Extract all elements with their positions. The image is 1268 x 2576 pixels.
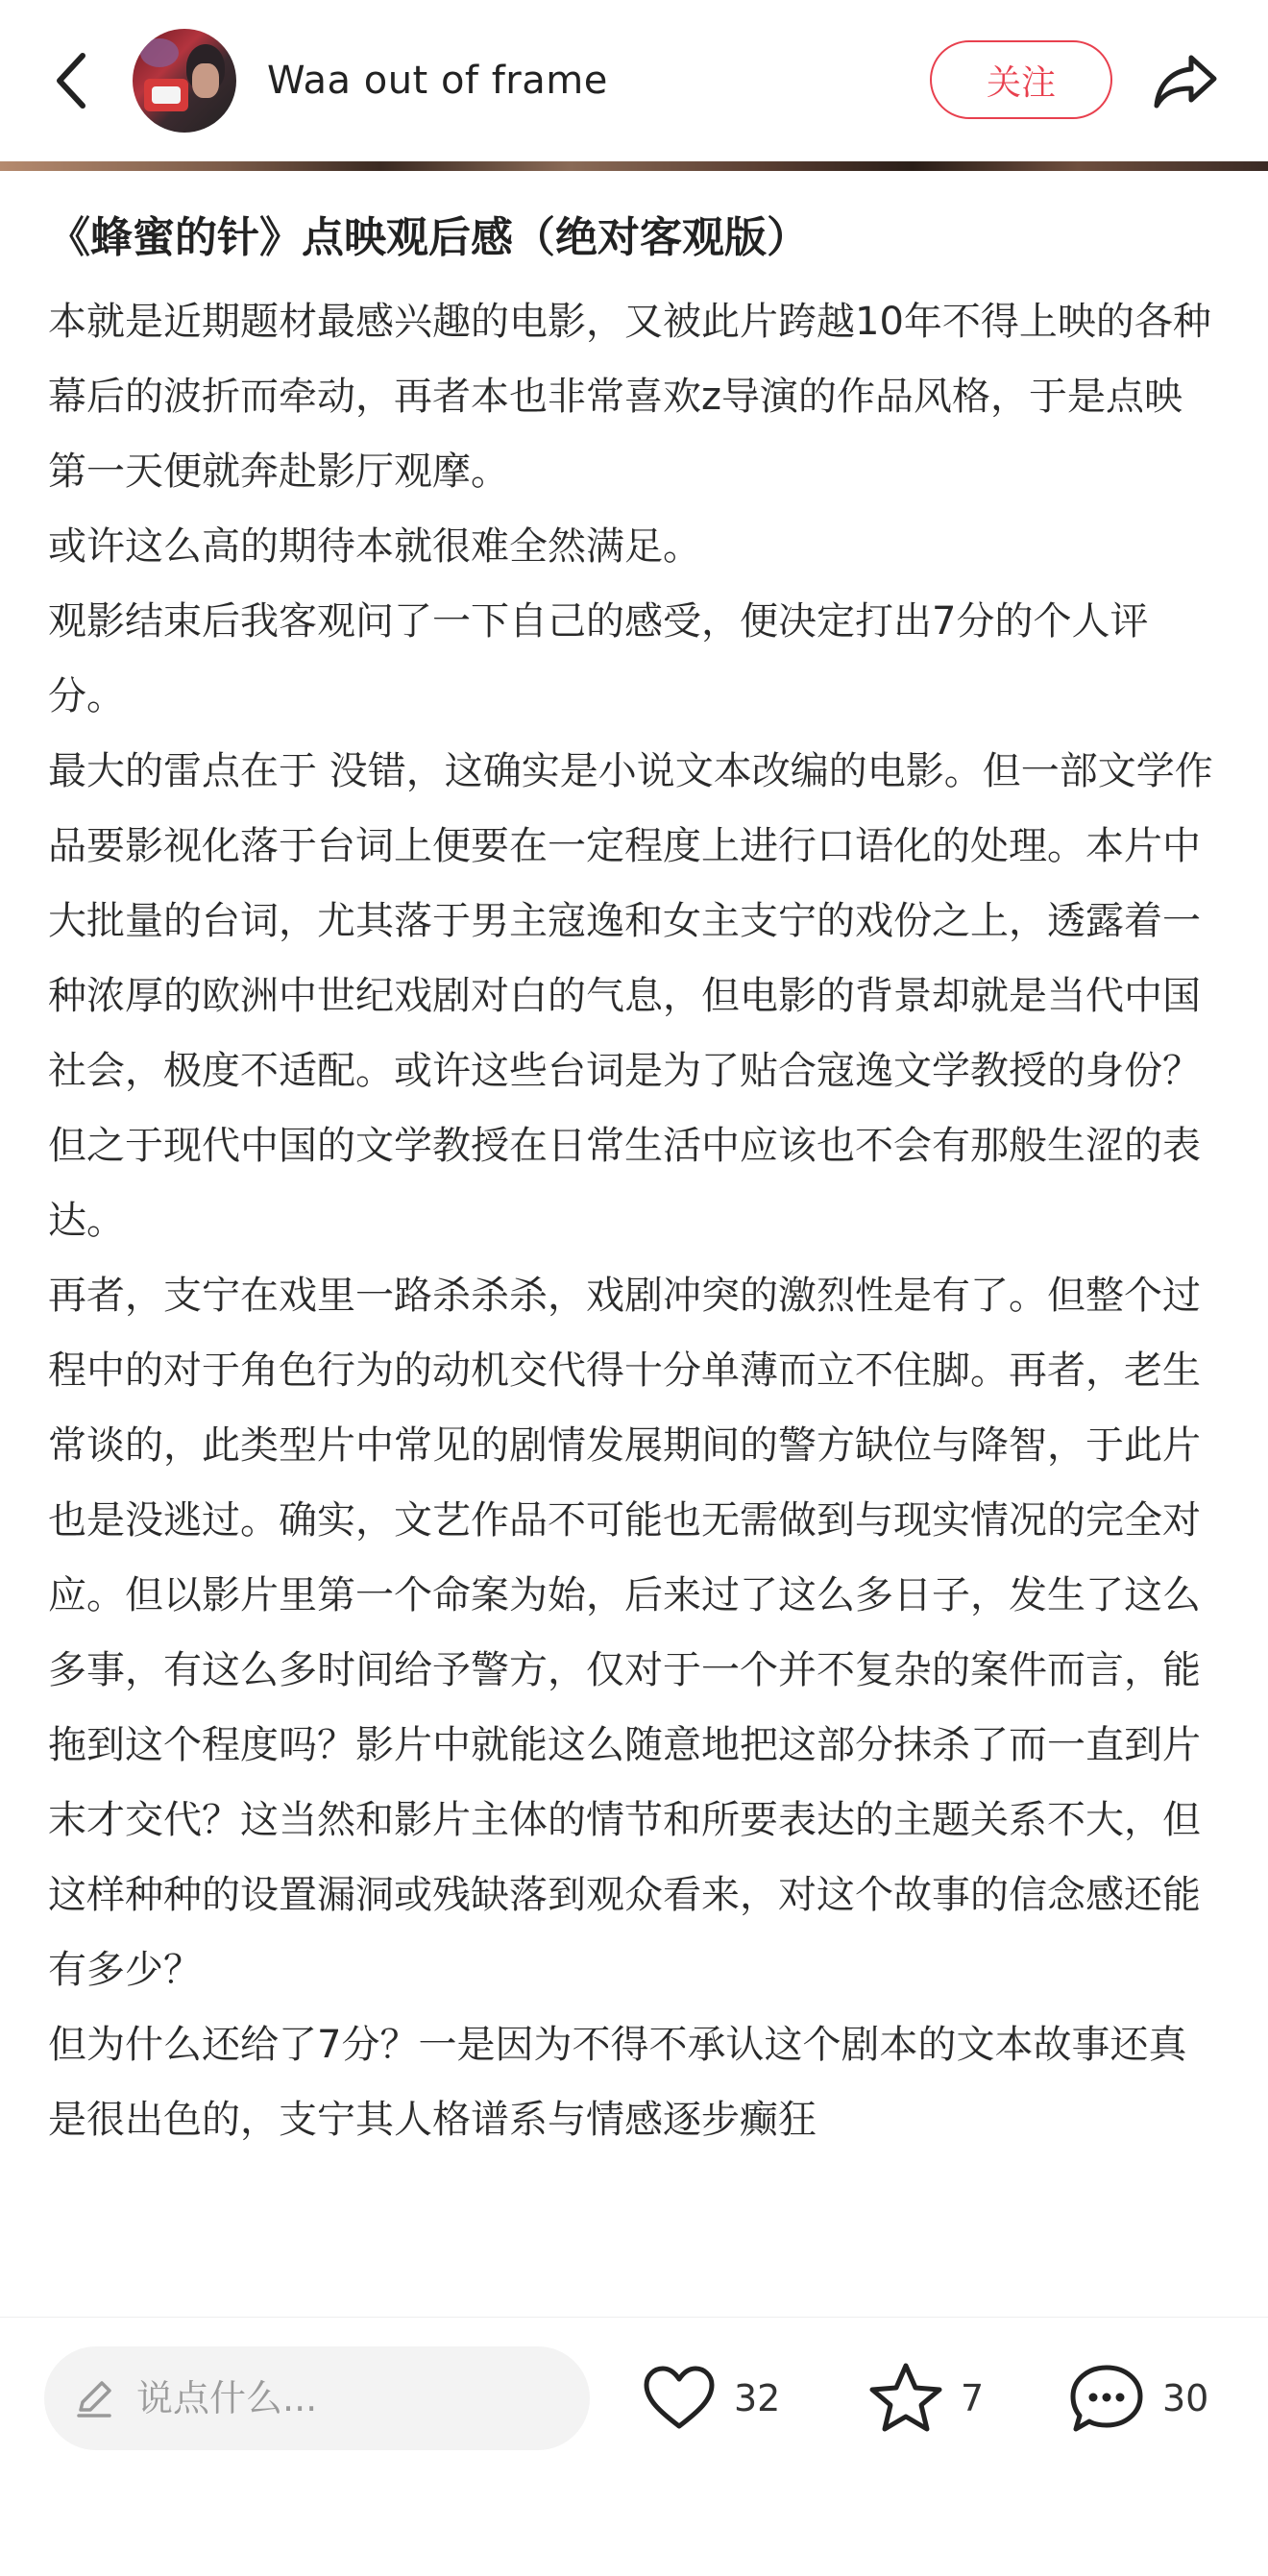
article-content [48,202,1220,2157]
paragraph: 本就是近期题材最感兴趣的电影，又被此片跨越10年不得上映的各种幕后的波折而牵动，再者本也非常喜欢z导演的作品风格，于是点映第一天便就奔赴影厅观摩。 [48,300,1211,494]
share-arrow-icon [1153,52,1218,109]
top-nav-bar [0,0,1268,161]
comment-count: 30 [1162,2377,1209,2419]
like-button[interactable] [642,2346,780,2450]
chevron-left-icon [52,50,90,111]
paragraph: 观影结束后我客观问了一下自己的感受，便决定打出7分的个人评分。 [48,599,1149,718]
comment-placeholder: 说点什么... [136,2377,318,2419]
article-title: 《蜂蜜的针》点映观后感（绝对客观版） [48,213,809,262]
back-button[interactable] [44,42,98,119]
paragraph: 但为什么还给了7分？一是因为不得不承认这个剧本的文本故事还真是很出色的，支宁其人格谱系与情感逐步癫狂 [48,2023,1187,2142]
favorite-count: 7 [961,2377,985,2419]
favorite-button[interactable] [868,2346,984,2450]
comment-input[interactable] [44,2346,590,2450]
share-button[interactable] [1149,44,1222,117]
author-name[interactable]: Waa out of frame [267,59,608,103]
paragraph: 再者，支宁在戏里一路杀杀杀，戏剧冲突的激烈性是有了。但整个过程中的对于角色行为的动机交代得十分单薄而立不住脚。再者，老生常谈的，此类型片中常见的剧情发展期间的警方缺位与降智，于此片也是没逃过。确实，文艺作品不可能也无需做到与现实情况的完全对应。但以影片里第一个命案为始，后来过了这么多日子，发生了这么多事，有这么多时间给予警方，仅对于一个并不复杂的案件而言，能拖到这个程度吗？影片中就能这么随意地把这部分抹杀了而一直到片末才交代？这当然和影片主体的情节和所要表达的主题关系不大，但这样种种的设置漏洞或残缺落到观众看来，对这个故事的信念感还能有多少？ [48,1274,1201,1992]
article-body [48,284,1220,2157]
comment-button[interactable] [1068,2346,1208,2450]
bottom-action-bar [0,2317,1268,2576]
comment-bubble-icon [1068,2362,1145,2435]
author-avatar[interactable] [133,29,236,133]
follow-button[interactable]: 关注 [930,40,1112,119]
paragraph: 或许这么高的期待本就很难全然满足。 [48,524,701,569]
paragraph: 最大的雷点在于 没错，这确实是小说文本改编的电影。但一部文学作品要影视化落于台词上便要在一定程度上进行口语化的处理。本片中大批量的台词，尤其落于男主寇逸和女主支宁的戏份之上，透露着一种浓厚的欧洲中世纪戏剧对白的气息，但电影的背景却就是当代中国社会，极度不适配。或许这些台词是为了贴合寇逸文学教授的身份？但之于现代中国的文学教授在日常生活中应该也不会有那般生涩的表达。 [48,749,1213,1243]
star-icon [868,2362,943,2435]
pencil-icon [73,2377,115,2419]
like-count: 32 [734,2377,781,2419]
heart-icon [642,2365,717,2432]
cover-image-edge [0,161,1268,171]
